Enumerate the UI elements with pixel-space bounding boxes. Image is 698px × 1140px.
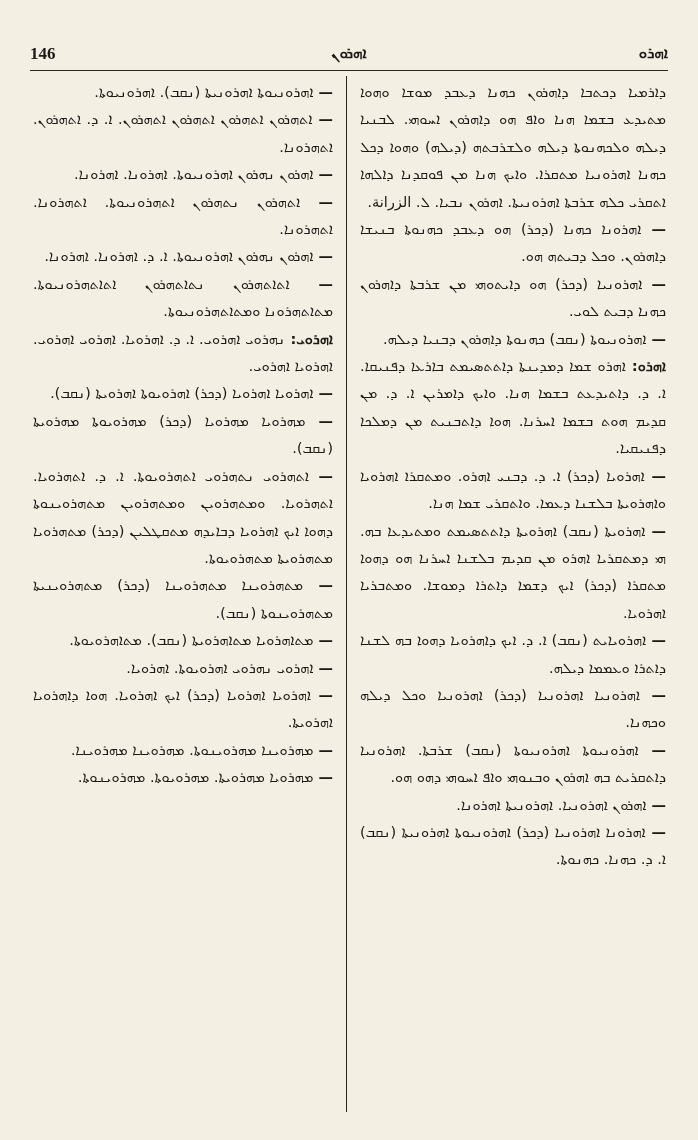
dictionary-entry xyxy=(360,738,666,793)
entry-lemma: — xyxy=(646,331,666,348)
entry-text: ܐܗܪܘܢ ܢܗܪܘܢ ܐܗܪܘܢܝܘܬܐ. ܐܗܪܘܢܐ. ܐܗܪܘܢܐ. xyxy=(73,167,314,184)
dictionary-entry xyxy=(360,217,666,272)
page-header xyxy=(30,44,668,70)
dictionary-entry xyxy=(360,272,666,327)
entry-lemma: — xyxy=(305,413,333,430)
entry-lemma: ܐܗܪܘ: xyxy=(625,359,666,376)
entry-text: ܢܗܪܘܝ ܐܗܪܘܝ. ܐ. ܕ. ܐܗܪܘܝܐ. ܐܗܪܘܝ ܐܗܪܘܝ. ܐܗܪܘܝܐ ܐܗܪܘܝ. xyxy=(33,331,333,376)
dictionary-entry xyxy=(33,573,333,628)
entry-lemma: — xyxy=(312,112,333,129)
entry-text: ܡܗܪܘܝܢܐ ܡܗܪܘܝܢܘܬܐ. ܡܗܪܘܝܢܐ ܡܗܪܘܝܢܐ. xyxy=(70,742,314,759)
entry-text: ܐܗܪܘܝ ܢܗܪܘܝ ܐܗܪܘܝܘܬܐ. ܐܗܪܘܝܐ. xyxy=(126,660,314,677)
dictionary-entry xyxy=(33,738,333,765)
dictionary-entry xyxy=(33,381,333,408)
dictionary-entry xyxy=(33,765,333,792)
entry-text: ܐܗܪܘܢ ܢܗܪܘܢ ܐܗܪܘܢܝܘܬܐ. ܐ. ܕ. ܐܗܪܘܢܐ. ܐܗܪܘܢܐ. xyxy=(44,249,314,266)
entry-text: ܐܗܪܘܢ ܐܗܪܘܢܝܐ. ܐܗܪܘܢܝܬܐ ܐܗܪܘܢܐ. xyxy=(456,797,647,814)
entry-text: ܐܗܪܘ ܫܡܐ ܕܡܕܝܢܬܐ ܕܐܬܬܣܝܡܬ ܒܐܪܥܐ ܕܦܢܝܩܐ. ܐ. ܕ. ܕܐܬܝܕܥܬ ܒܫܡܐ ܗܢܐ. ܘܐܝܟ ܕܐܡܪܝܢ ܐ. ܕ. ܡܢ ܩܕܝܡ ܗܘܬ ܒܫܡܐ ܐܚܪܢܐ. ܗܘܐ ܕܐܬܒܢܝܬ ܡܢ ܕܡܠܟܐ ܕܦܢܝܩܝܐ. xyxy=(360,359,666,458)
dictionary-entry xyxy=(360,683,666,738)
entry-lemma: — xyxy=(313,85,333,101)
dictionary-entry xyxy=(33,107,333,162)
entry-text: ܡܬܐܗܪܘܝܐ ܡܬܐܗܪܘܝܬܐ (ܢܩܒ). ܡܬܐܗܪܘܝܘܬܐ. xyxy=(69,633,314,650)
entry-lemma: — xyxy=(310,687,333,704)
entry-lemma: ܐܗܪܘܝ: xyxy=(285,331,334,348)
entry-lemma: — xyxy=(639,687,666,704)
entry-text: ܐܗܪܘܢܝܘܬܐ (ܢܩܒ) ܟܗܢܘܬܐ ܕܐܗܪܘܢ ܕܒܢܝܐ ܕܝܠܗ. xyxy=(383,331,647,348)
dictionary-entry xyxy=(33,628,333,655)
entry-text: ܐܬܐܬܗܪܘܢ ܢܬܐܬܗܪܘܢ ܐܬܐܬܗܪܘܢܝܘܬܐ. ܡܬܐܬܗܪܘܢܐ ܘܡܬܐܬܗܪܘܢܝܘܬܐ. xyxy=(33,276,333,321)
entry-lemma: — xyxy=(313,249,333,266)
entry-lemma: — xyxy=(646,633,666,650)
dictionary-entry xyxy=(360,327,666,354)
entry-lemma: — xyxy=(303,578,333,595)
dictionary-entry xyxy=(360,80,666,217)
dictionary-entry xyxy=(360,519,666,629)
running-head-catchword: ܐܗܪܘ xyxy=(638,44,668,62)
entry-text: ܐܗܪܘܝܐ (ܕܟܪ) ܐ. ܕ. ܕܒܢܝ ܐܗܪܘ. ܘܡܬܩܪܐ ܐܗܪܘܝܐ ܘܐܗܪܘܝܬܐ ܒܠܫܢܐ ܕܥܡܐ. ܘܐܬܩܪܝ ܫܡܐ ܗܢܐ. xyxy=(360,468,666,513)
left-column xyxy=(33,80,333,793)
entry-lemma: — xyxy=(641,222,666,239)
entry-text: ܐܬܗܪܘܢ ܢܬܗܪܘܢ ܐܬܗܪܘܢܝܘܬܐ. ܐܬܗܪܘܢܐ. ܐܬܗܪܘܢܐ. xyxy=(33,194,333,239)
entry-lemma: — xyxy=(638,742,666,759)
entry-text: ܐܗܪܘܢܝܘܬܐ ܐܗܪܘܢܝܘܬܐ (ܢܩܒ) ܫܪܒܬܐ. ܐܗܪܘܢܝܐ ܕܐܬܩܪܝܬ ܒܗ ܐܗܪܘܢ ܘܒܢܘܗܝ ܘܐܦ ܐܚܘܗܝ ܕܗܘ ܗܘ. xyxy=(360,742,666,787)
entry-text: ܐܗܪܘܢܝܐ ܐܗܪܘܢܝܐ (ܕܟܪ) ܐܗܪܘܢܝܐ ܘܟܠ ܕܝܠܗ ܘܟܗܢܐ. xyxy=(360,687,666,732)
entry-lemma: — xyxy=(300,194,333,211)
dictionary-entry xyxy=(33,409,333,464)
entry-lemma: — xyxy=(313,770,333,787)
entry-text: ܡܗܪܘܝܐ ܡܗܪܘܝܐ (ܕܟܪ) ܡܗܪܘܝܘܬܐ ܡܗܪܘܝܬܐ (ܢܩܒ). xyxy=(33,413,333,458)
entry-text: ܕܐܪܡܝܐ ܕܟܬܒܐ ܕܐܗܪܘܢ ܟܗܢܐ ܕܥܒܕ ܡܘܫܐ ܘܗܘܐ ܡܬܝܕܥ ܒܫܡܐ ܗܢܐ ܘܐܦ ܗܘ ܕܐܗܪܘܢ ܐܚܘܗܝ. ܠܒܢܝܐ ܕܝܠܗ ܘܠܟܗܢܘܬܐ ܕܝܠܗ ܘܠܫܪܒܬܗ (ܕܝܠܗ) ܘܗܘܐ ܕܟܠ ܟܗܢܐ ܐܗܪܘܢܝܐ ܡܬܩܪܐ. ܘܐܝܟ ܗܢܐ ܡܢ ܦܘܩܕܢܐ ܕܐܠܗܐ ܐܬܩܪܝ ܟܠܗ ܫܪܒܬܐ ܐܗܪܘܢܝܬܐ. ܐܗܪܘܢ ܢܒܝܐ. ܠ. الزرانة. xyxy=(360,85,666,211)
page-number: 146 xyxy=(30,44,56,63)
entry-lemma: — xyxy=(289,276,333,293)
dictionary-entry xyxy=(33,464,333,574)
entry-lemma: — xyxy=(313,386,333,403)
dictionary-entry xyxy=(360,628,666,683)
dictionary-entry xyxy=(33,327,333,382)
entry-text: ܐܗܪܘܝܐܝܬ (ܢܩܒ) ܐ. ܕ. ܐܝܟ ܕܐܗܪܘܝܐ ܕܗܘܐ ܒܗ ܠܫܢܐ ܕܐܬܪܐ ܘܥܡܡܐ ܕܝܠܗ. xyxy=(360,633,666,677)
entry-lemma: — xyxy=(313,167,333,184)
column-divider xyxy=(346,76,347,1112)
entry-text: ܐܗܪܘܢܐ ܟܗܢܐ (ܕܟܪ) ܗܘ ܕܥܒܕ ܟܗܢܘܬܐ ܒܢܝܫܐ ܕܐܗܪܘܢ. ܘܟܠ ܕܒܝܬܗ ܗܘ. xyxy=(360,222,666,266)
entry-text: ܐܗܪܘܢܝܐ (ܕܟܪ) ܗܘ ܕܐܝܬܘܗܝ ܡܢ ܫܪܒܬܐ ܕܐܗܪܘܢ ܟܗܢܐ ܕܒܝܬ ܠܘܝ. xyxy=(360,276,666,321)
entry-text: ܐܗܪܘܝܐ ܐܗܪܘܝܐ (ܕܟܪ) ܐܝܟ ܐܗܪܘܝܐ. ܗܘܐ ܕܐܗܪܘܝܐ ܐܗܪܘܝܬܐ. xyxy=(33,687,333,732)
dictionary-entry xyxy=(33,162,333,189)
entry-lemma: — xyxy=(645,824,666,841)
entry-text: ܡܗܪܘܝܐ ܡܗܪܘܝܬܐ. ܡܗܪܘܝܘܬܐ. ܡܗܪܘܝܢܘܬܐ. xyxy=(77,770,314,787)
entry-text: ܐܗܪܘܝܐ ܐܗܪܘܝܐ (ܕܟܪ) ܐܗܪܘܝܘܬܐ ܐܗܪܘܝܬܐ (ܢܩܒ). xyxy=(50,386,314,403)
dictionary-entry xyxy=(33,683,333,738)
dictionary-entry xyxy=(33,244,333,271)
entry-text: ܡܬܗܪܘܝܢܐ ܡܬܗܪܘܝܢܐ (ܕܟܪ) ܡܬܗܪܘܝܢܝܬܐ ܡܬܗܪܘܝܢܘܬܐ (ܢܩܒ). xyxy=(33,578,333,622)
entry-lemma: — xyxy=(309,468,333,485)
dictionary-entry xyxy=(33,272,333,327)
entry-lemma: — xyxy=(313,633,333,650)
dictionary-entry xyxy=(33,190,333,245)
dictionary-entry xyxy=(360,820,666,875)
entry-text: ܐܬܗܪܘܝ ܢܬܗܪܘܝ ܐܬܗܪܘܝܘܬܐ. ܐ. ܕ. ܐܬܗܪܘܝܐ. ܐܬܗܪܘܝܐ. ܘܡܬܗܪܘܝܢ ܘܡܬܗܪܘܝܢ ܡܬܗܪܘܝܢܘܬܐ ܕܗܘܐ ܐܝܟ ܐܗܪܘܝܐ ܕܒܐܝܕܗ ܡܬܩܛܠܝܢ (ܕܟܪ) ܡܬܗܪܘܝܐ ܡܬܗܪܘܝܬܐ ܡܬܗܪܘܝܘܬܐ. xyxy=(33,468,333,567)
entry-lemma: — xyxy=(642,276,666,293)
dictionary-entry xyxy=(33,80,333,107)
dictionary-entry xyxy=(33,656,333,683)
dictionary-entry xyxy=(360,354,666,464)
running-head: ܐܗܪܘܢ xyxy=(331,44,367,62)
header-rule xyxy=(30,70,668,71)
dictionary-entry xyxy=(360,793,666,820)
entry-lemma: — xyxy=(313,742,333,759)
entry-lemma: — xyxy=(644,468,666,485)
entry-lemma: — xyxy=(645,523,666,540)
dictionary-entry xyxy=(360,464,666,519)
entry-text: ܐܗܪܘܢܝܘܬܐ ܐܗܪܘܢܝܬܐ (ܢܩܒ). ܐܗܪܘܢܝܘܬܐ. xyxy=(94,85,314,101)
entry-lemma: — xyxy=(313,660,333,677)
entry-text: ܐܗܪܘܝܬܐ (ܢܩܒ) ܐܗܪܘܝܬܐ ܕܐܬܬܣܝܡܬ ܘܡܬܝܕܥܐ ܒܗ. ܗܝ ܕܡܬܩܪܝܐ ܐܗܪܘ ܡܢ ܩܕܝܡ ܒܠܫܢܐ ܐܚܪܢܐ ܗܘ ܕܗܘܐ ܡܬܩܪܐ (ܕܟܪ) ܐܝܟ ܕܫܡܐ ܕܐܬܪܐ ܕܡܘܫܐ. ܘܡܬܒܪܝܐ ܐܗܪܘܝܐ. xyxy=(360,523,666,622)
entry-text: ܐܗܪܘܢܐ ܐܗܪܘܢܝܐ (ܕܟܪ) ܐܗܪܘܢܝܘܬܐ ܐܗܪܘܢܝܬܐ (ܢܩܒ) ܐ. ܕ. ܟܗܢܐ. ܟܗܢܘܬܐ. xyxy=(360,824,666,869)
entry-text: ܐܬܗܪܘܢ ܐܬܗܪܘܢ ܐܬܗܪܘܢ ܐܬܗܪܘܢ. ܐ. ܕ. ܐܬܗܪܘܢ. ܐܬܗܪܘܢܐ. xyxy=(33,112,333,156)
right-column xyxy=(360,80,666,875)
entry-lemma: — xyxy=(646,797,666,814)
